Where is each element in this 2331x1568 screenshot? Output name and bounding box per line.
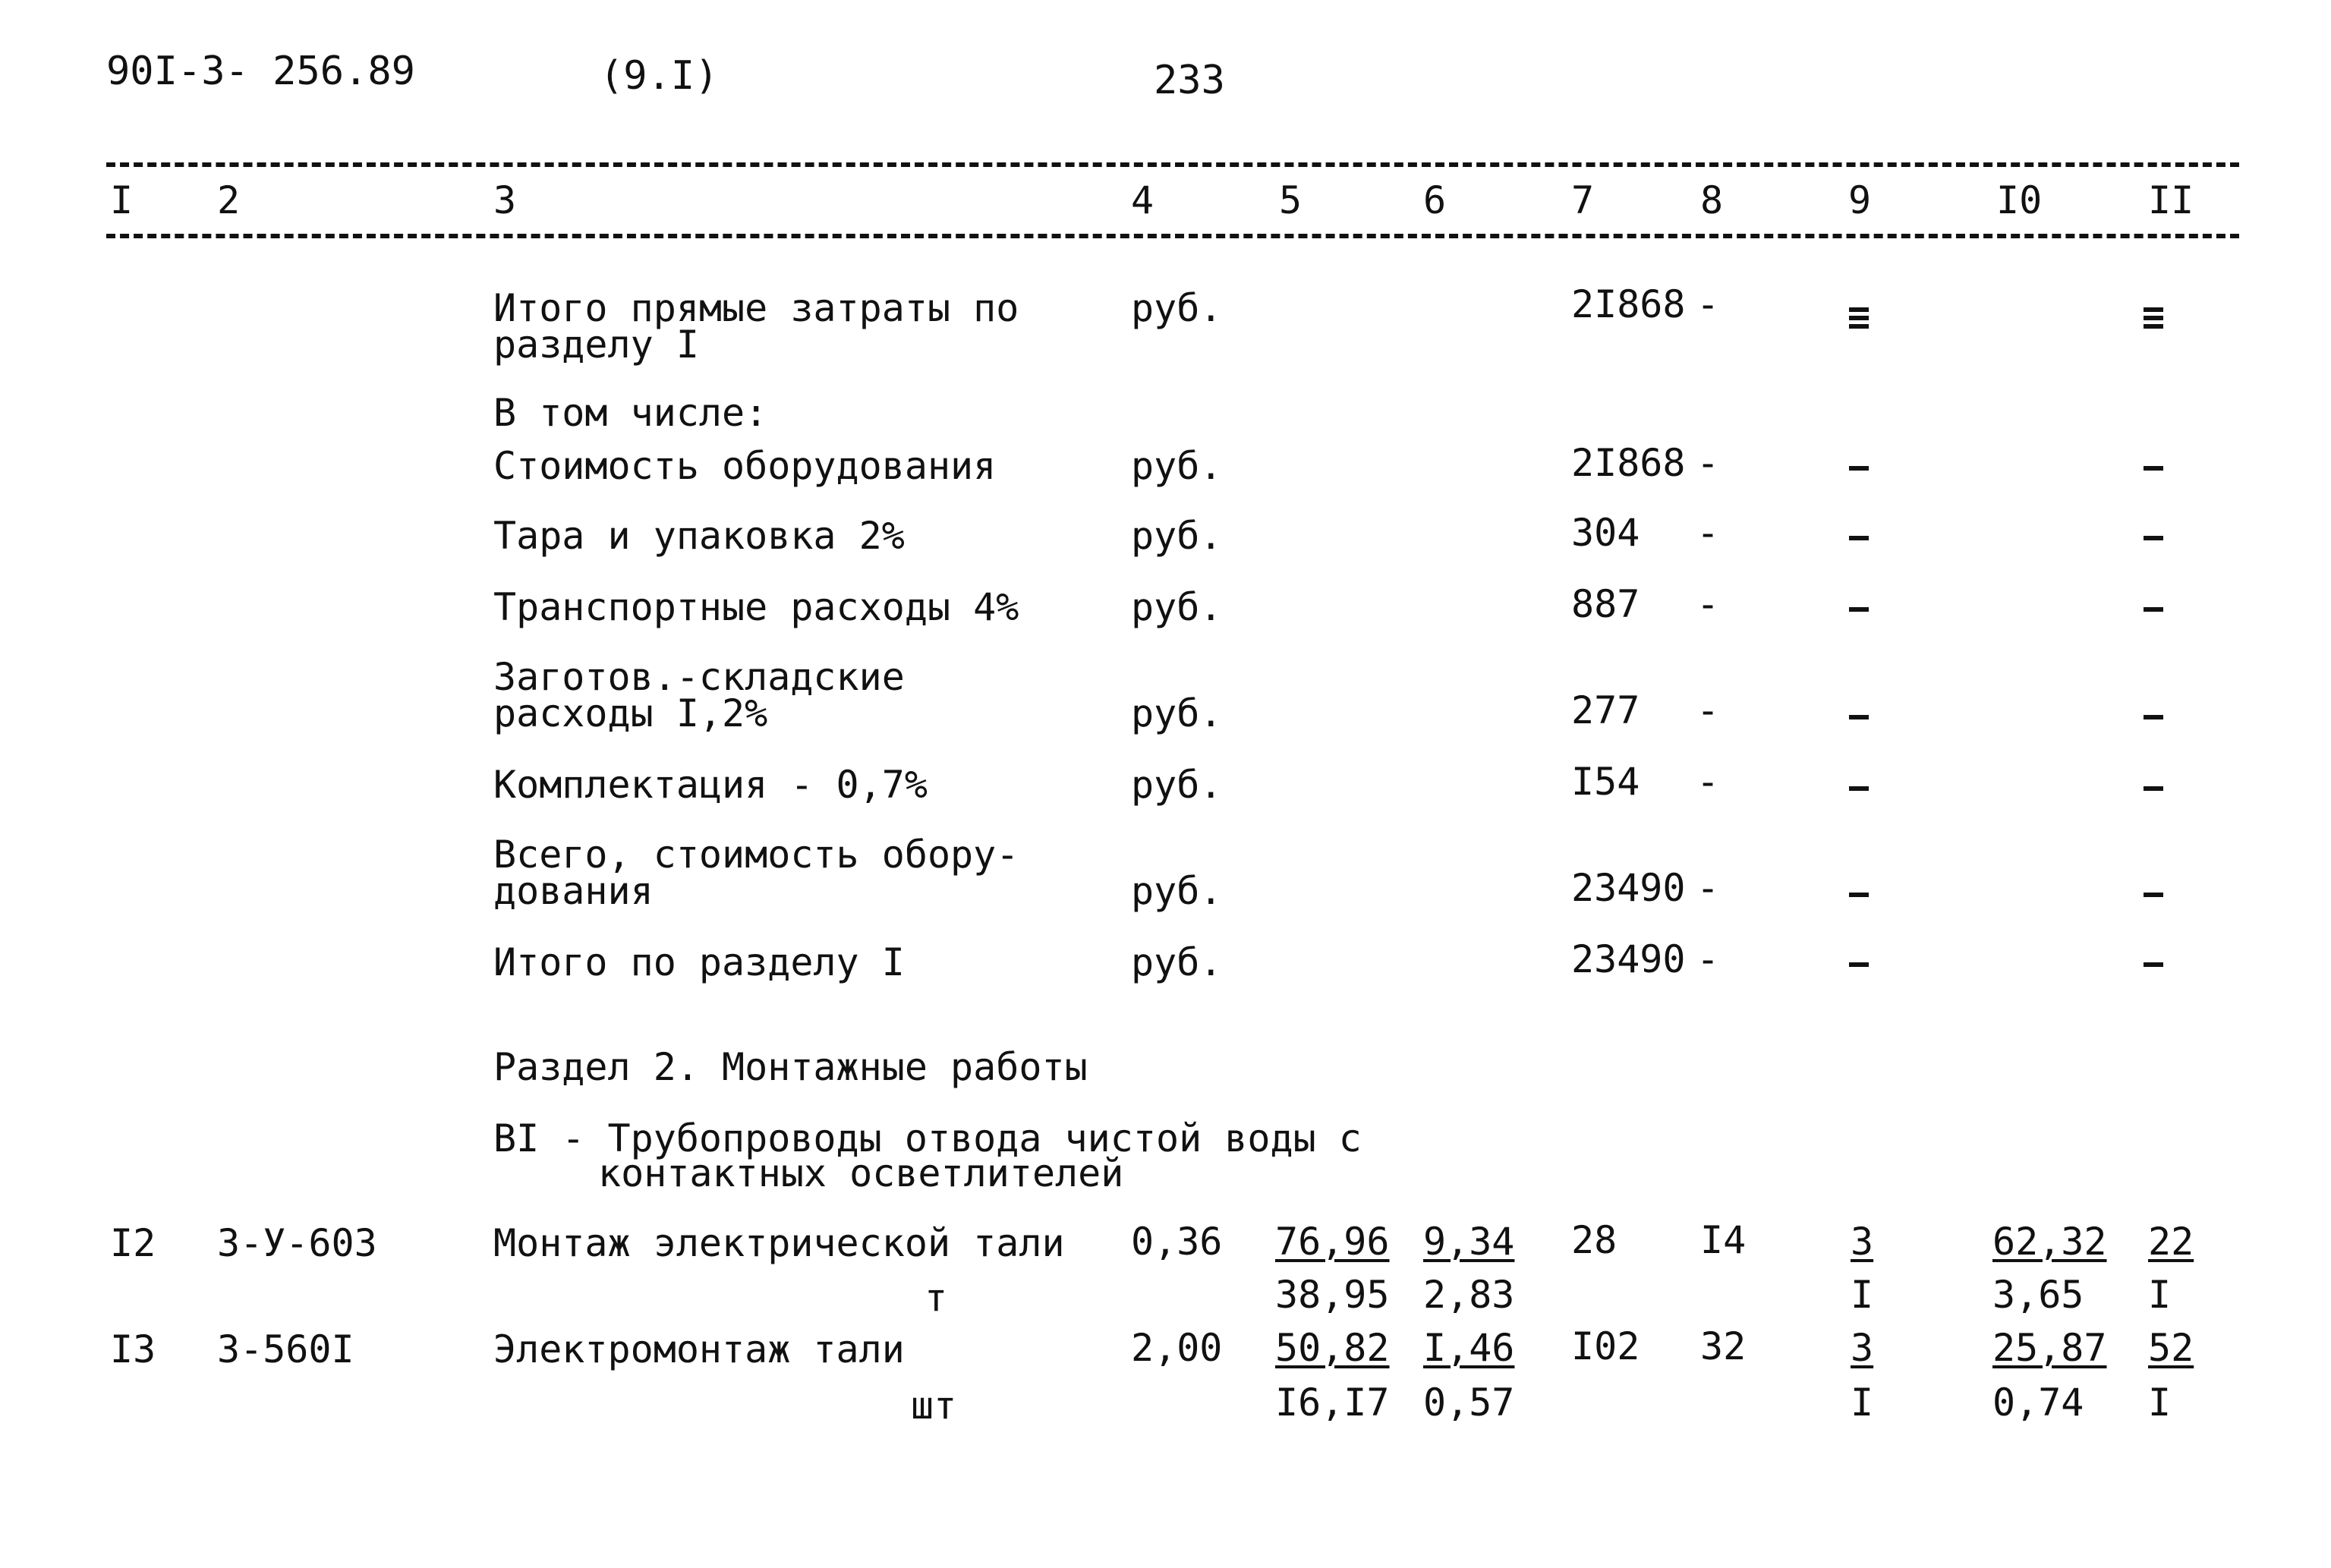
section-title: Раздел 2. Монтажные работы	[493, 1045, 1088, 1089]
section-code: (9.I)	[600, 53, 719, 99]
col-header-3: 3	[493, 178, 517, 222]
col11-bottom: I	[2148, 1381, 2172, 1425]
summary-label-cont: разделу I	[493, 323, 699, 367]
page-number: 233	[1154, 58, 1225, 103]
col10-top: 25,87	[1992, 1326, 2107, 1370]
col10-bottom: 3,65	[1992, 1273, 2084, 1317]
col7-value: I54	[1571, 760, 1640, 804]
col7-value: 304	[1571, 511, 1640, 555]
unit-cell: руб.	[1131, 585, 1223, 629]
col8-value: -	[1696, 511, 1720, 555]
unit-cell: руб.	[1131, 691, 1223, 735]
col11-top: 52	[2148, 1326, 2194, 1370]
subsection-title-cont: контактных осветлителей	[598, 1151, 1124, 1195]
col7-value: 2I868	[1571, 282, 1686, 326]
col-header-5: 5	[1279, 178, 1303, 222]
col9-bottom: I	[1851, 1381, 1874, 1425]
col11-dash	[2144, 460, 2163, 474]
col-header-6: 6	[1423, 178, 1447, 222]
col7-value: 23490	[1571, 937, 1686, 981]
col-header-11: II	[2148, 178, 2194, 222]
price-code: 3-560I	[217, 1327, 354, 1371]
summary-label: Заготов.-складские	[493, 655, 905, 699]
item-number: I2	[110, 1221, 156, 1265]
col8-value: -	[1696, 441, 1720, 485]
work-name: Электромонтаж тали	[493, 1327, 905, 1371]
col6-bottom: 2,83	[1423, 1273, 1515, 1317]
col9-dash	[1849, 956, 1869, 971]
col9-dash	[1849, 886, 1869, 901]
col8-value: -	[1696, 582, 1720, 626]
col6-top: I,46	[1423, 1326, 1515, 1370]
col8-value: 32	[1700, 1324, 1747, 1368]
col5-bottom: I6,I7	[1275, 1381, 1390, 1425]
col8-value: -	[1696, 937, 1720, 981]
summary-label: Транспортные расходы 4%	[493, 585, 1019, 629]
col11-top: 22	[2148, 1220, 2194, 1264]
col11-equals-mark	[2144, 304, 2163, 335]
summary-label: Тара и упаковка 2%	[493, 514, 905, 558]
document-code: 90I-3- 256.89	[106, 49, 415, 94]
col5-top: 76,96	[1275, 1220, 1390, 1264]
col8-value: -	[1696, 866, 1720, 910]
col11-dash	[2144, 530, 2163, 544]
unit-cell: руб.	[1131, 286, 1223, 330]
col8-value: -	[1696, 688, 1720, 732]
summary-label: Комплектация - 0,7%	[493, 763, 928, 807]
col-header-10: I0	[1996, 178, 2043, 222]
price-code: 3-У-603	[217, 1221, 377, 1265]
col9-equals-mark	[1849, 304, 1869, 335]
unit-cell: руб.	[1131, 763, 1223, 807]
header-top-rule	[106, 162, 2239, 167]
col9-dash	[1849, 460, 1869, 474]
col7-value: 2I868	[1571, 441, 1686, 485]
col5-top: 50,82	[1275, 1326, 1390, 1370]
unit-cell: руб.	[1131, 869, 1223, 913]
col11-bottom: I	[2148, 1273, 2172, 1317]
col9-bottom: I	[1851, 1273, 1874, 1317]
col10-top: 62,32	[1992, 1220, 2107, 1264]
quantity: 0,36	[1131, 1220, 1223, 1264]
work-unit: т	[925, 1276, 948, 1320]
col8-value: -	[1696, 760, 1720, 804]
unit-cell: руб.	[1131, 444, 1223, 488]
col7-value: 23490	[1571, 866, 1686, 910]
col9-dash	[1849, 780, 1869, 795]
col-header-1: I	[110, 178, 134, 222]
unit-cell: руб.	[1131, 514, 1223, 558]
summary-label-cont: дования	[493, 869, 654, 913]
col8-value: I4	[1700, 1218, 1747, 1262]
summary-label: Стоимость оборудования	[493, 444, 997, 488]
in-that-number-label: В том числе:	[493, 391, 768, 435]
col-header-2: 2	[217, 178, 241, 222]
header-bottom-rule	[106, 234, 2239, 238]
col10-bottom: 0,74	[1992, 1381, 2084, 1425]
col11-dash	[2144, 886, 2163, 901]
unit-cell: руб.	[1131, 940, 1223, 984]
col7-value: 887	[1571, 582, 1640, 626]
col9-top: 3	[1851, 1220, 1874, 1264]
summary-label: Итого по разделу I	[493, 940, 905, 984]
summary-label: Всего, стоимость обору-	[493, 833, 1019, 877]
subsection-title: BI - Трубопроводы отвода чистой воды с	[493, 1116, 1362, 1160]
work-name: Монтаж электрической тали	[493, 1221, 1065, 1265]
col6-bottom: 0,57	[1423, 1381, 1515, 1425]
summary-label: Итого прямые затраты по	[493, 286, 1019, 330]
work-unit: шт	[911, 1384, 957, 1428]
col9-top: 3	[1851, 1326, 1874, 1370]
col5-bottom: 38,95	[1275, 1273, 1390, 1317]
col-header-9: 9	[1848, 178, 1872, 222]
col9-dash	[1849, 709, 1869, 723]
col11-dash	[2144, 956, 2163, 971]
col-header-8: 8	[1700, 178, 1724, 222]
col9-dash	[1849, 530, 1869, 544]
col11-dash	[2144, 601, 2163, 616]
col7-value: I02	[1571, 1324, 1640, 1368]
col8-value: -	[1696, 282, 1720, 326]
col6-top: 9,34	[1423, 1220, 1515, 1264]
col-header-7: 7	[1571, 178, 1595, 222]
col9-dash	[1849, 601, 1869, 616]
item-number: I3	[110, 1327, 156, 1371]
col11-dash	[2144, 780, 2163, 795]
col7-value: 28	[1571, 1218, 1618, 1262]
summary-label-cont: расходы I,2%	[493, 691, 768, 735]
col11-dash	[2144, 709, 2163, 723]
col-header-4: 4	[1131, 178, 1154, 222]
quantity: 2,00	[1131, 1326, 1223, 1370]
col7-value: 277	[1571, 688, 1640, 732]
